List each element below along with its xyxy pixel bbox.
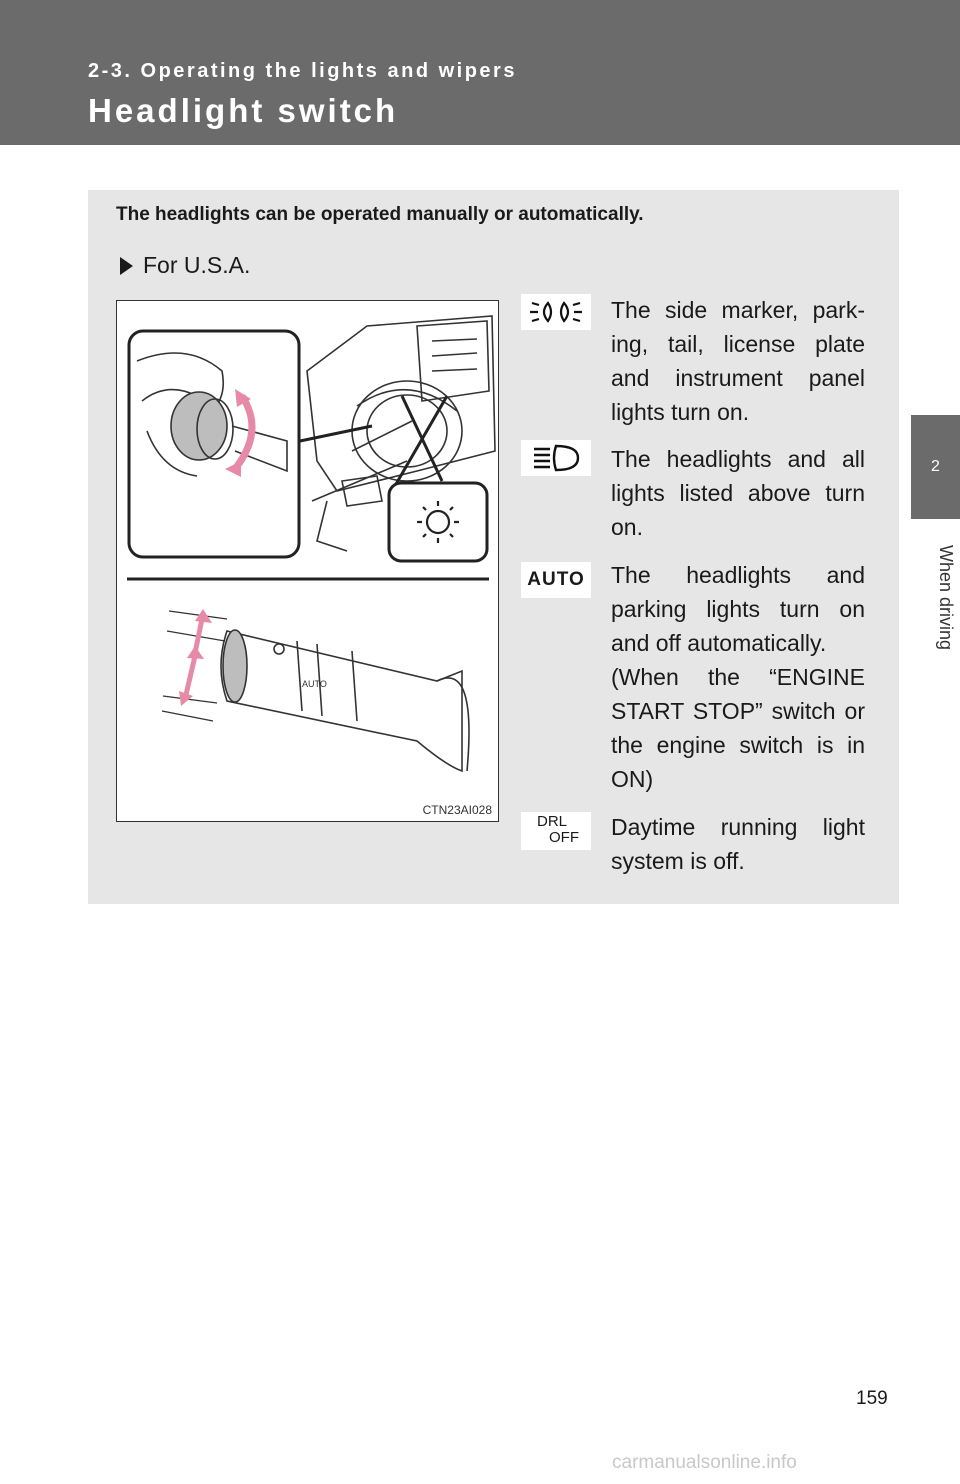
svg-text:AUTO: AUTO <box>302 679 327 689</box>
drl-off-icon-line1: DRL <box>537 813 568 830</box>
drl-off-icon-line2: OFF <box>549 829 579 846</box>
illustration-drawing <box>117 301 500 823</box>
chapter-tab-number[interactable]: 2 <box>911 415 960 519</box>
side-marker-lights-icon <box>521 294 591 330</box>
page-number: 159 <box>856 1388 888 1409</box>
headlight-switch-illustration <box>116 300 499 822</box>
mode-description-drl-off: Daytime running light system is off. <box>611 814 865 874</box>
region-heading <box>120 252 250 279</box>
mode-description-side-marker: The side marker, park-ing, tail, license plate and instrument panel lights turn on. <box>611 297 865 425</box>
auto-icon <box>521 562 591 598</box>
mode-note-auto: (When the “ENGINE START STOP” switch or the engine switch is in ON) <box>611 664 865 792</box>
intro-text: The headlights can be operated manually or automatically. <box>116 204 644 225</box>
section-label: 2-3. Operating the lights and wipers <box>88 60 517 82</box>
auto-icon-label: AUTO <box>527 569 585 590</box>
watermark[interactable]: carmanualsonline.info <box>612 1452 797 1473</box>
mode-description-auto: The headlights and parking lights turn on and off automatically. <box>611 562 865 656</box>
page-title: Headlight switch <box>88 92 399 129</box>
region-label: For U.S.A. <box>143 252 251 278</box>
diagram-code: CTN23AI028 <box>422 803 492 817</box>
drl-off-icon <box>521 812 591 850</box>
chapter-tab-label: When driving <box>936 545 956 651</box>
bullet-triangle-icon <box>120 257 133 275</box>
page-header <box>0 0 960 145</box>
mode-description-headlight: The headlights and all lights listed above turn on. <box>611 446 865 540</box>
headlight-icon <box>521 440 591 476</box>
